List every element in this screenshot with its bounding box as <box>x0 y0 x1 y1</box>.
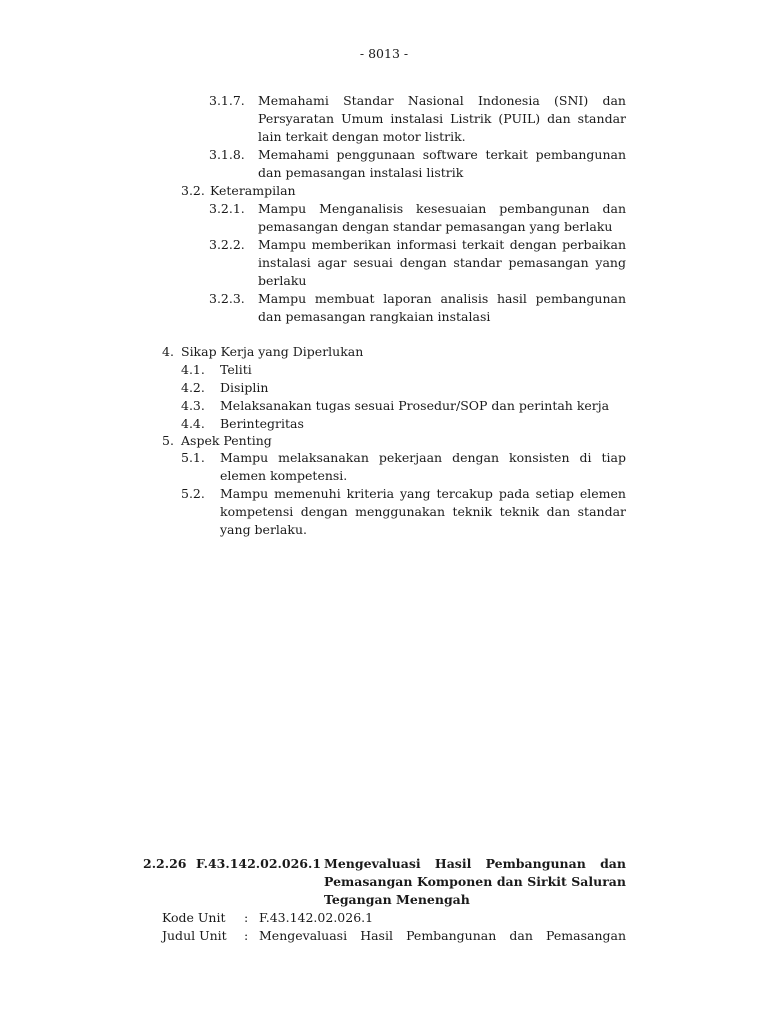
item-number: 3.2.1. <box>209 201 245 216</box>
list-item-number: 4.2. <box>181 380 205 395</box>
list-item-number: 4.3. <box>181 398 205 413</box>
item-text-line: Mampu melaksanakan pekerjaan dengan konsisten di tiap <box>220 450 626 465</box>
item-text-line: Memahami penggunaan software terkait pembangunan <box>258 147 626 162</box>
item-text-line: Mampu membuat laporan analisis hasil pembangunan <box>258 291 626 306</box>
section-title: Sikap Kerja yang Diperlukan <box>181 344 364 359</box>
item-number: 3.2.3. <box>209 291 245 306</box>
list-item-text: Teliti <box>220 362 252 377</box>
item-number: 5.1. <box>181 450 205 465</box>
unit-section-number: 2.2.26 <box>143 856 187 871</box>
item-text-line: dan pemasangan instalasi listrik <box>258 165 464 180</box>
kode-unit-label: Kode Unit <box>162 910 226 925</box>
item-text-line: elemen kompetensi. <box>220 468 348 483</box>
item-text-line: kompetensi dengan menggunakan teknik teknik dan standar <box>220 504 626 519</box>
section-title: Aspek Penting <box>181 433 272 448</box>
unit-title-line: Pemasangan Komponen dan Sirkit Saluran <box>324 874 626 889</box>
unit-title-line: Tegangan Menengah <box>324 892 470 907</box>
item-text-line: pemasangan dengan standar pemasangan yang berlaku <box>258 219 613 234</box>
kode-unit-separator: : <box>244 910 249 925</box>
list-item-number: 4.1. <box>181 362 205 377</box>
section-number: 4. <box>162 344 174 359</box>
item-text-line: dan pemasangan rangkaian instalasi <box>258 309 491 324</box>
section-number: 3.2. <box>181 183 205 198</box>
section-number: 5. <box>162 433 174 448</box>
item-text-line: Mampu memberikan informasi terkait dengan perbaikan <box>258 237 626 252</box>
item-text-line: Mampu memenuhi kriteria yang tercakup pada setiap elemen <box>220 486 626 501</box>
judul-unit-value: Mengevaluasi Hasil Pembangunan dan Pemasangan <box>259 928 626 943</box>
list-item-text: Berintegritas <box>220 416 304 431</box>
page-number: - 8013 - <box>359 46 409 61</box>
unit-title-line: Mengevaluasi Hasil Pembangunan dan <box>324 856 626 871</box>
item-text-line: berlaku <box>258 273 307 288</box>
list-item-text: Disiplin <box>220 380 269 395</box>
item-text-line: lain terkait dengan motor listrik. <box>258 129 466 144</box>
item-text-line: instalasi agar sesuai dengan standar pemasangan yang <box>258 255 626 270</box>
item-text-line: yang berlaku. <box>220 522 307 537</box>
item-number: 5.2. <box>181 486 205 501</box>
judul-unit-label: Judul Unit <box>162 928 227 943</box>
judul-unit-separator: : <box>244 928 249 943</box>
kode-unit-value: F.43.142.02.026.1 <box>259 910 374 925</box>
list-item-text: Melaksanakan tugas sesuai Prosedur/SOP dan perintah kerja <box>220 398 610 413</box>
unit-code: F.43.142.02.026.1 <box>196 856 322 871</box>
list-item-number: 4.4. <box>181 416 205 431</box>
item-text-line: Mampu Menganalisis kesesuaian pembangunan dan <box>258 201 626 216</box>
item-number: 3.1.8. <box>209 147 245 162</box>
item-number: 3.1.7. <box>209 93 245 108</box>
item-text-line: Persyaratan Umum instalasi Listrik (PUIL) dan standar <box>258 111 626 126</box>
item-number: 3.2.2. <box>209 237 245 252</box>
section-title: Keterampilan <box>210 183 296 198</box>
item-text-line: Memahami Standar Nasional Indonesia (SNI) dan <box>258 93 626 108</box>
